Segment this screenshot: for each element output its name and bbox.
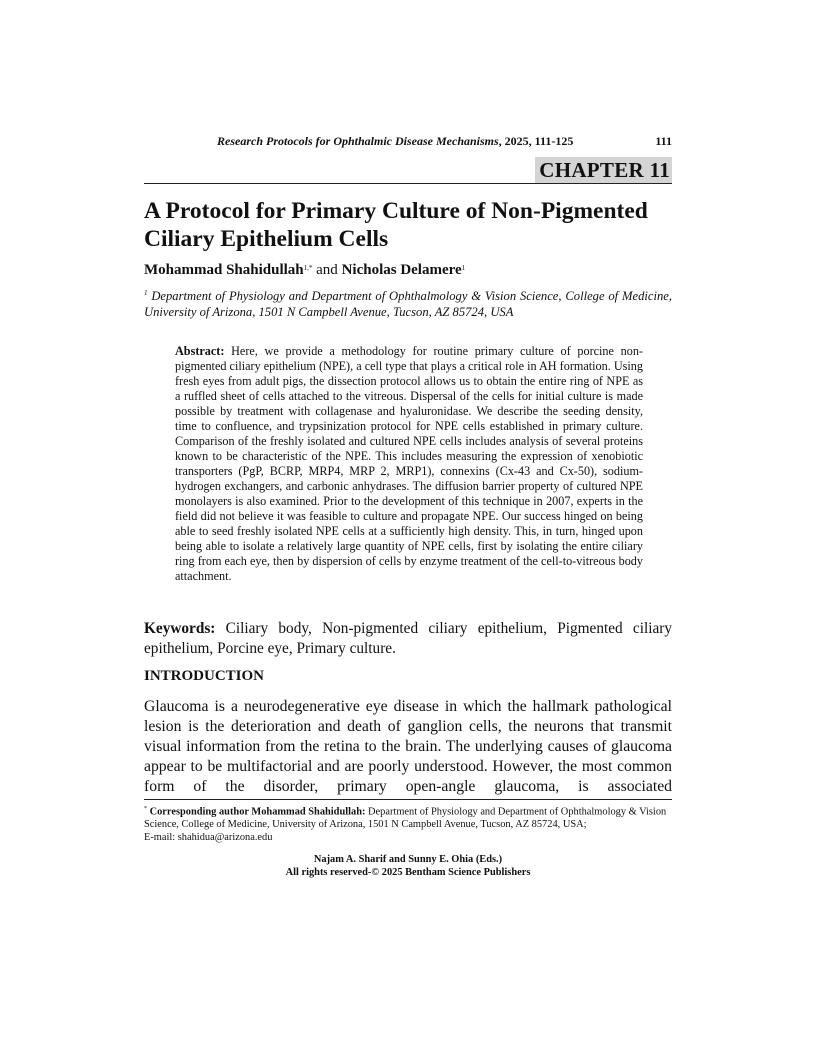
author-list: [144, 261, 465, 279]
keywords-label: Keywords:: [144, 620, 216, 637]
journal-citation: [217, 133, 573, 149]
copyright-line: All rights reserved-© 2025 Bentham Science Publishers: [285, 867, 531, 878]
abstract-text: Here, we provide a methodology for routine primary culture of porcine non-pigmented ciliary epithelium (NPE), a cell type that plays a critical role in AH formation. Using fresh eyes from adult pigs, the dissection protocol allows us to obtain the entire ring of NPE as a ruffled sheet of cells attached to the vitreous. Dispersal of the cells for initial culture is made possible by treatment with collagenase and hyaluronidase. We describe the seeding density, time to confluence, and trypsinization protocol for NPE cells established in primary culture. Comparison of the freshly isolated and cultured NPE cells includes analysis of several proteins known to be characteristic of the NPE. This includes measuring the expression of xenobiotic transporters (PgP, BCRP, MRP4, MRP 2, MRP1), connexins (Cx-43 and Cx-50), sodium-hydrogen exchangers, and carbonic anhydrases. The diffusion barrier property of cultured NPE monolayers is also examined. Prior to the development of this technique in 2007, experts in the field did not believe it was feasible to culture and propagate NPE. Our success hinged on being able to seed freshly isolated NPE cells at a sufficiently high density. This, in turn, hinged upon being able to isolate a relatively large quantity of NPE cells, first by isolating the entire ciliary ring from each eye, then by dispersion of cells by enzyme treatment of the cell-to-vitreous body attachment.: [175, 344, 643, 583]
footnote-label: Corresponding author Mohammad Shahidullah:: [147, 806, 366, 818]
chapter-divider: [144, 183, 672, 184]
article-title: A Protocol for Primary Culture of Non-Pigmented Ciliary Epithelium Cells: [144, 198, 648, 252]
author-conjunction: and: [312, 262, 342, 278]
affiliation-marker: 1: [144, 289, 148, 297]
journal-name: Research Protocols for Ophthalmic Disease Mechanisms: [217, 134, 499, 148]
footnote-marker: *: [144, 806, 147, 812]
abstract-label: Abstract:: [175, 344, 225, 358]
keywords: [144, 619, 672, 659]
author-affiliation-marker: 1: [461, 264, 466, 272]
footnote-email: E-mail: shahidua@arizona.edu: [144, 832, 273, 844]
affiliation-text: Department of Physiology and Department of Ophthalmology & Vision Science, College of Medicine, University of Arizona, 1501 N Campbell Avenue, Tucson, AZ 85724, USA: [144, 289, 672, 320]
author-affiliation-marker: 1,*: [303, 264, 313, 272]
introduction-paragraph: Glaucoma is a neurodegenerative eye disease in which the hallmark pathological lesion is the deterioration and death of ganglion cells, the neurons that transmit visual information from the retina to the brain. The underlying causes of glaucoma appear to be multifactorial and are poorly understood. However, the most common form of the disorder, primary open-angle glaucoma, is associated: [144, 698, 672, 795]
abstract: [175, 344, 643, 584]
author-name: Mohammad Shahidullah: [144, 262, 304, 278]
chapter-label: CHAPTER 11: [535, 157, 672, 183]
footnote-divider: [144, 799, 672, 800]
author-name: Nicholas Delamere: [341, 262, 462, 278]
journal-year-pages: , 2025, 111-125: [498, 134, 574, 148]
editors-line: Najam A. Sharif and Sunny E. Ohia (Eds.): [313, 854, 503, 865]
footnote: [144, 803, 672, 844]
footnote-text: Department of Physiology and Department of Ophthalmology & Vision Science, College of Medicine, University of Arizona, 1501 N Campbell Avenue, Tucson, AZ 85724, USA;: [144, 806, 667, 831]
page-footer: [144, 853, 672, 879]
keywords-text: Ciliary body, Non-pigmented ciliary epithelium, Pigmented ciliary epithelium, Porcine eye, Primary culture.: [144, 620, 672, 657]
section-heading: INTRODUCTION: [144, 668, 265, 684]
affiliation: [144, 285, 672, 320]
page-number: 111: [655, 134, 672, 148]
